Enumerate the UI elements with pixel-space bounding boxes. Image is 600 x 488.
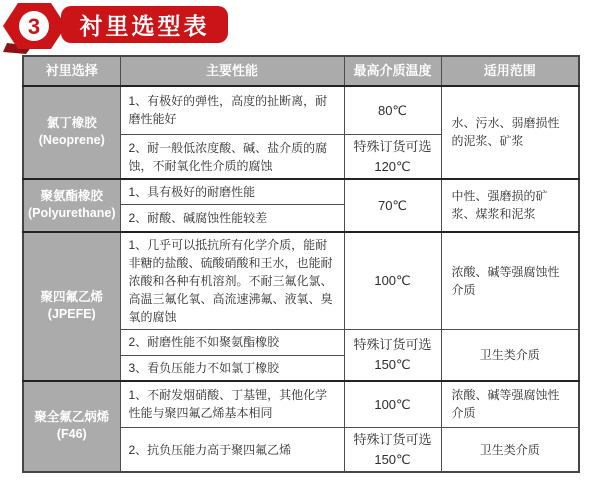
- material-name-en: (Neoprene): [38, 133, 105, 148]
- performance-cell: 1、不耐发烟硝酸、丁基锂，其他化学性能与聚四氟乙烯基本相同: [120, 381, 344, 428]
- application-cell: 卫生类介质: [441, 329, 579, 381]
- page-title: 衬里选型表: [61, 6, 228, 43]
- application-cell: 中性、强磨损的矿浆、煤浆和泥浆: [441, 179, 579, 232]
- col-header-lining: 衬里选择: [23, 56, 120, 86]
- number-badge: [0, 0, 70, 55]
- material-cell-polyurethane: [23, 179, 120, 232]
- material-name-en: (JPEFE): [47, 307, 96, 321]
- performance-cell: 1、有极好的弹性，高度的扯断离，耐磨性能好: [120, 86, 344, 135]
- col-header-performance: 主要性能: [120, 56, 344, 86]
- material-name-zh: 聚全氟乙炳烯: [34, 409, 110, 424]
- temperature-cell: 特殊订货可选150℃: [344, 428, 441, 473]
- table-row: [23, 381, 579, 428]
- application-cell: 浓酸、碱等强腐蚀性介质: [441, 232, 579, 330]
- material-name-zh: 聚四氟乙烯: [40, 289, 103, 304]
- col-header-max-temp: 最高介质温度: [344, 56, 441, 86]
- performance-cell: 2、耐一般低浓度酸、碱、盐介质的腐蚀，不耐氧化性介质的腐蚀: [120, 135, 344, 180]
- material-name-en: (Polyurethane): [27, 206, 116, 221]
- temperature-cell: 80℃: [344, 86, 441, 135]
- table-header-row: [23, 56, 579, 86]
- table-row: [23, 179, 579, 205]
- lining-selection-table: [22, 55, 580, 473]
- temperature-cell: 特殊订货可选120℃: [344, 135, 441, 180]
- col-header-application: 适用范围: [441, 56, 579, 86]
- material-cell-neoprene: [23, 86, 120, 180]
- page-header: [0, 0, 600, 55]
- performance-cell: 1、几乎可以抵抗所有化学介质，能耐非糖的盐酸、硫酸硝酸和王水，也能耐浓酸和各种有机溶剂。不耐三氟化氯、高温三氟化氧、高流速沸氟、液氧、臭氧的腐蚀: [120, 232, 344, 330]
- material-cell-f46: [23, 381, 120, 473]
- temperature-cell: 70℃: [344, 179, 441, 232]
- material-name-zh: 氯丁橡胶: [46, 115, 97, 130]
- application-cell: 水、污水、弱磨损性的泥浆、矿浆: [441, 86, 579, 180]
- application-cell: 卫生类介质: [441, 428, 579, 473]
- performance-cell: 2、抗负压能力高于聚四氟乙烯: [120, 428, 344, 473]
- temperature-cell: 100℃: [344, 232, 441, 330]
- lining-table-container: [22, 55, 580, 473]
- performance-cell: 2、耐磨性能不如聚氨酯橡胶: [120, 329, 344, 355]
- table-row: [23, 232, 579, 330]
- material-name-zh: 聚氨酯橡胶: [40, 188, 103, 203]
- table-row: [23, 86, 579, 135]
- badge-number: 3: [27, 14, 41, 39]
- temperature-cell: 100℃: [344, 381, 441, 428]
- performance-cell: 3、看负压能力不如氯丁橡胶: [120, 355, 344, 381]
- material-name-en: (F46): [56, 427, 87, 442]
- performance-cell: 2、耐酸、碱腐蚀性能较差: [120, 205, 344, 232]
- performance-cell: 1、具有极好的耐磨性能: [120, 179, 344, 205]
- material-cell-jpefe: [23, 232, 120, 381]
- application-cell: 浓酸、碱等强腐蚀性介质: [441, 381, 579, 428]
- temperature-cell: 特殊订货可选150℃: [344, 329, 441, 381]
